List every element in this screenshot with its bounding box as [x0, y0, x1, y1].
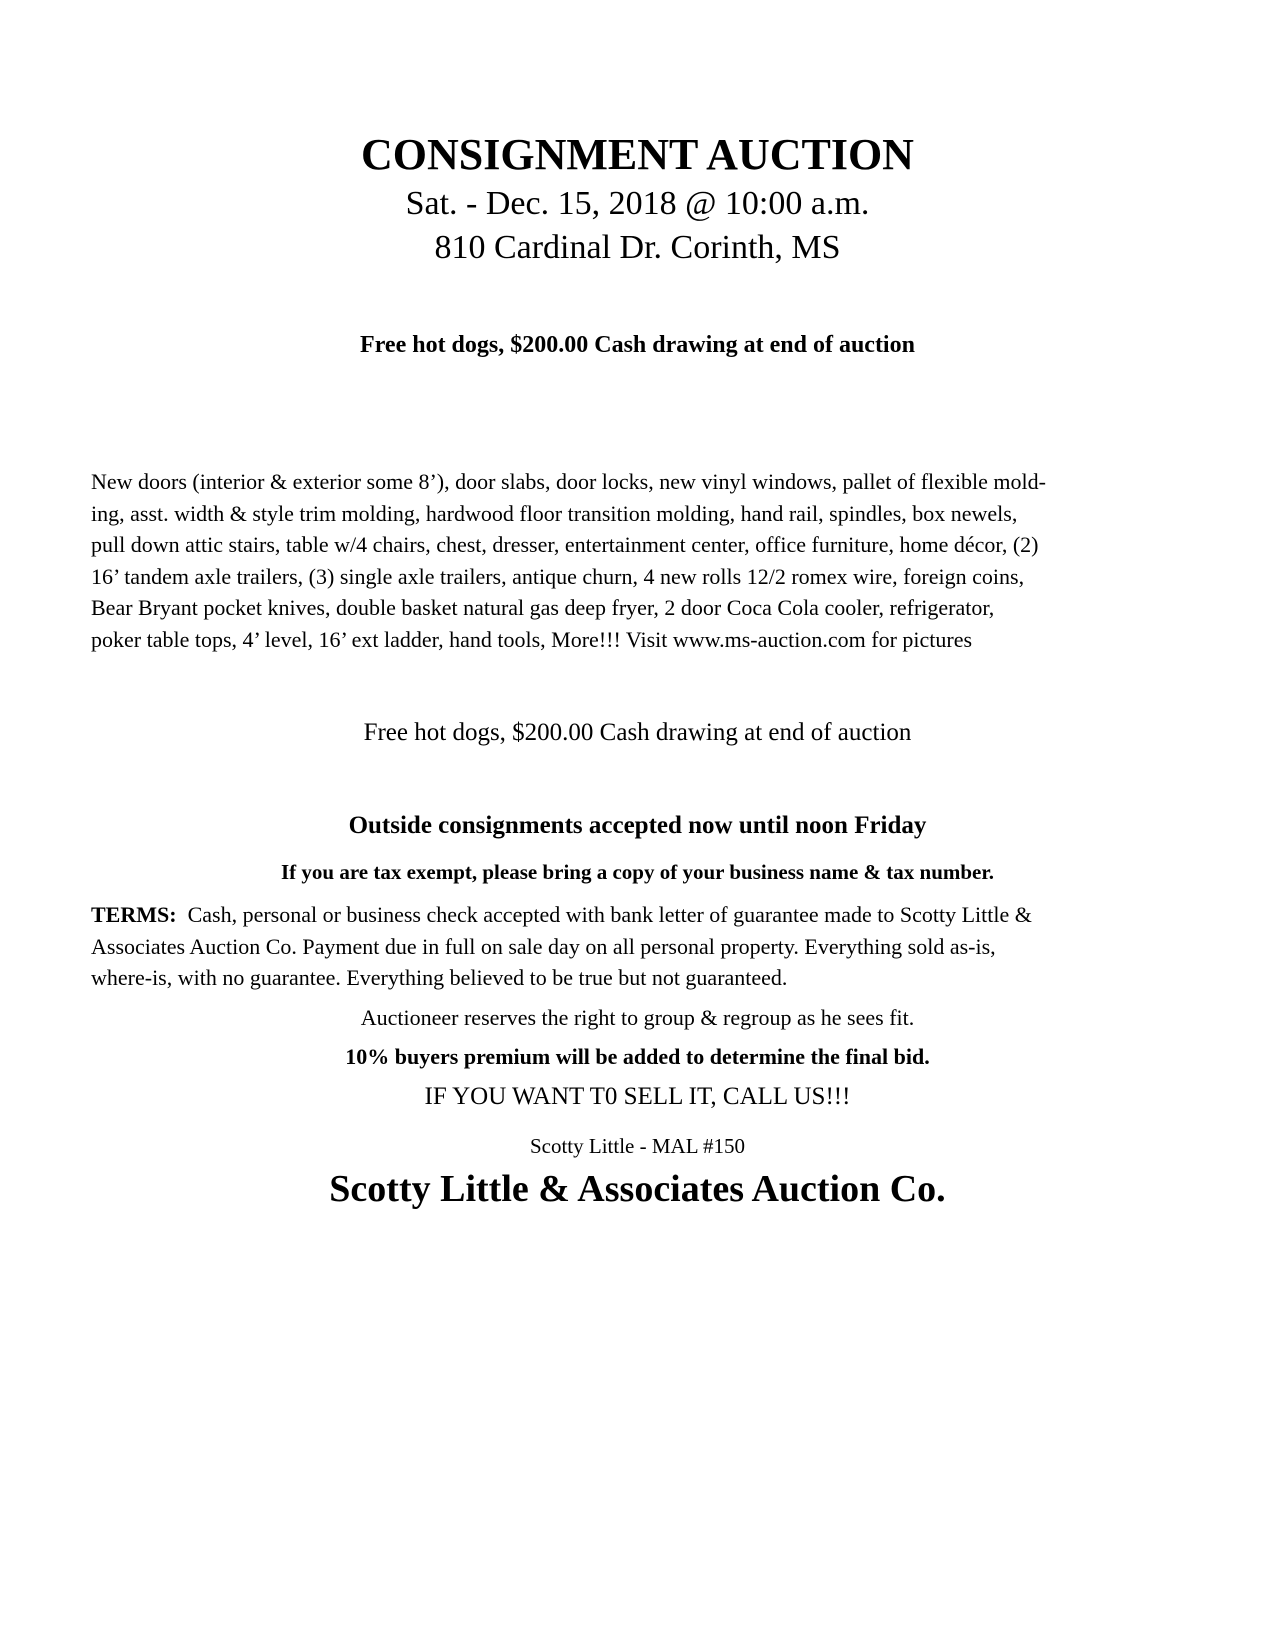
- auction-address: 810 Cardinal Dr. Corinth, MS: [434, 229, 841, 266]
- items-line: pull down attic stairs, table w/4 chairs, chest, dresser, entertainment center, office furniture, home décor, (2): [91, 532, 1039, 558]
- terms-line: [91, 899, 1191, 931]
- outside-consignments: Outside consignments accepted now until noon Friday: [348, 812, 927, 839]
- terms-label: TERMS:: [91, 902, 177, 927]
- auction-date: Sat. - Dec. 15, 2018 @ 10:00 a.m.: [405, 185, 870, 222]
- buyers-premium-notice: 10% buyers premium will be added to determine the final bid.: [345, 1044, 930, 1069]
- promo-bottom: Free hot dogs, $200.00 Cash drawing at end of auction: [363, 719, 912, 746]
- promo-top: Free hot dogs, $200.00 Cash drawing at end of auction: [360, 332, 915, 358]
- terms-line: Associates Auction Co. Payment due in full on sale day on all personal property. Everything sold as-is,: [91, 933, 996, 959]
- tax-exempt-notice: If you are tax exempt, please bring a copy of your business name & tax number.: [280, 860, 995, 884]
- auctioneer-license: Scotty Little - MAL #150: [529, 1134, 746, 1158]
- items-line: 16’ tandem axle trailers, (3) single axle trailers, antique churn, 4 new rolls 12/2 romex wire, foreign coins,: [91, 563, 1025, 589]
- reserves-notice: Auctioneer reserves the right to group & regroup as he sees fit.: [360, 1005, 915, 1030]
- terms-line: where-is, with no guarantee. Everything believed to be true but not guaranteed.: [91, 965, 788, 990]
- items-line: poker table tops, 4’ level, 16’ ext ladder, hand tools, More!!! Visit www.ms-auction.com for pictures: [91, 626, 973, 652]
- company-name: Scotty Little & Associates Auction Co.: [329, 1168, 946, 1210]
- items-line: New doors (interior & exterior some 8’), door slabs, door locks, new vinyl windows, pallet of flexible mold-: [91, 469, 1046, 494]
- auction-title: CONSIGNMENT AUCTION: [361, 130, 914, 179]
- items-line: Bear Bryant pocket knives, double basket natural gas deep fryer, 2 door Coca Cola cooler, refrigerator,: [91, 595, 995, 621]
- items-list: [91, 466, 1191, 656]
- items-line: ing, asst. width & style trim molding, hardwood floor transition molding, hand rail, spindles, box newels,: [91, 500, 1018, 526]
- terms-text: Cash, personal or business check accepted with bank letter of guarantee made to Scotty Little &: [176, 902, 1032, 927]
- terms-paragraph: [91, 899, 1191, 994]
- call-us-line: IF YOU WANT T0 SELL IT, CALL US!!!: [424, 1083, 851, 1110]
